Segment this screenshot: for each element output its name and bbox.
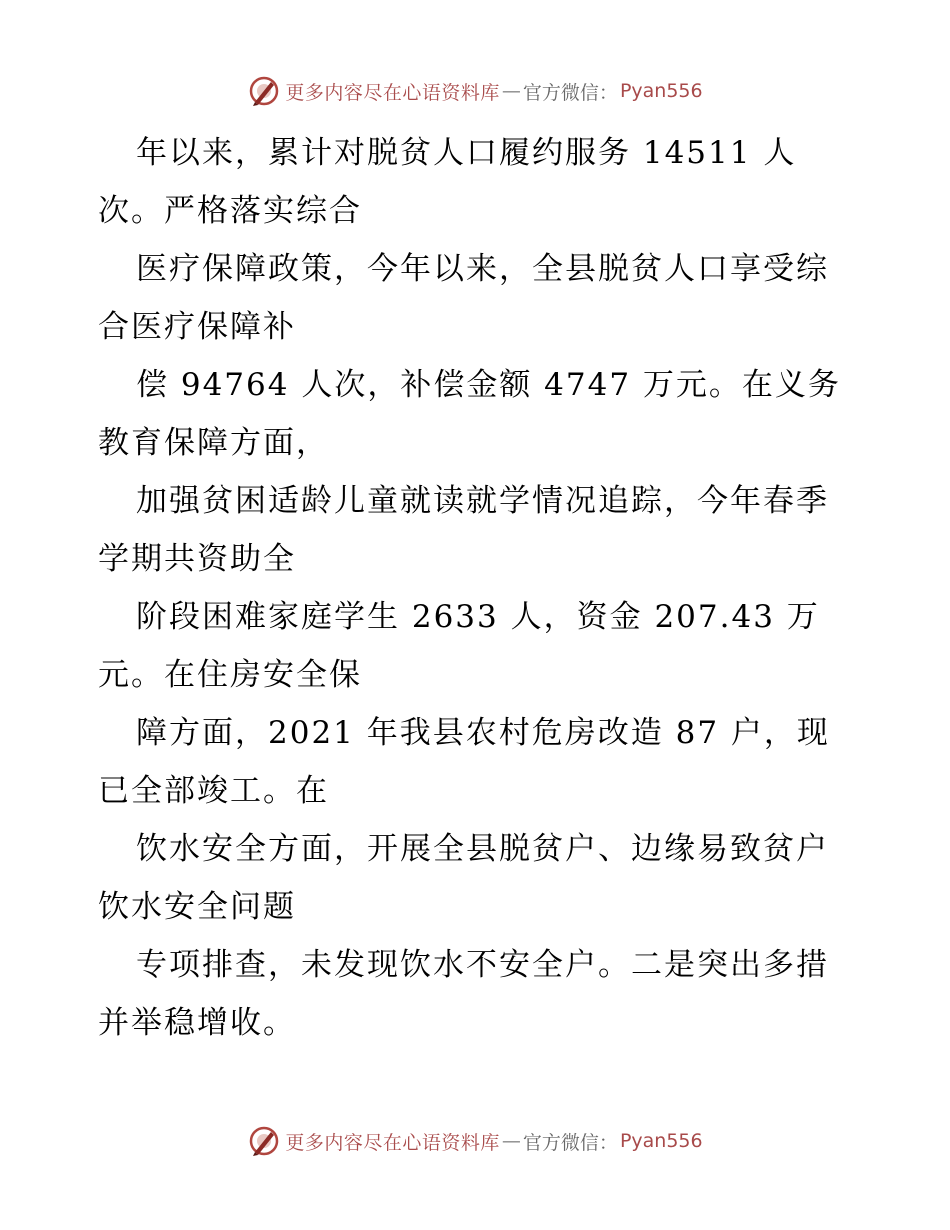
pen-logo-icon — [247, 74, 281, 108]
text-line: 饮水安全问题 — [98, 889, 296, 925]
text-line: 已全部竣工。在 — [98, 773, 329, 809]
text-line: 专项排查，未发现饮水不安全户。二是突出多措 — [136, 947, 829, 983]
watermark-separator: — — [501, 80, 521, 102]
watermark-sub-text: 官方微信： — [522, 1131, 618, 1154]
text-line: 障方面，2021 年我县农村危房改造 87 户，现 — [136, 715, 830, 751]
watermark-main-text: 更多内容尽在心语资料库 — [285, 1131, 500, 1154]
text-line: 元。在住房安全保 — [98, 657, 362, 693]
text-line: 学期共资助全 — [98, 541, 296, 577]
watermark-footer — [0, 1121, 950, 1161]
watermark-id: Pyan556 — [619, 1130, 703, 1152]
text-line: 偿 94764 人次，补偿金额 4747 万元。在义务 — [136, 367, 841, 403]
watermark-id: Pyan556 — [619, 80, 703, 102]
document-body — [98, 124, 858, 1052]
text-line: 次。严格落实综合 — [98, 193, 362, 229]
watermark-header — [0, 71, 950, 111]
text-line: 医疗保障政策，今年以来，全县脱贫人口享受综 — [136, 251, 829, 287]
watermark-main-text: 更多内容尽在心语资料库 — [285, 81, 500, 104]
watermark-sub-text: 官方微信： — [522, 81, 618, 104]
text-line: 饮水安全方面，开展全县脱贫户、边缘易致贫户 — [136, 831, 829, 867]
pen-logo-icon — [247, 1124, 281, 1158]
text-line: 并举稳增收。 — [98, 1005, 296, 1041]
text-line: 年以来，累计对脱贫人口履约服务 14511 人 — [136, 135, 797, 171]
text-line: 教育保障方面， — [98, 425, 329, 461]
text-line: 阶段困难家庭学生 2633 人，资金 207.43 万 — [136, 599, 820, 635]
watermark-separator: — — [501, 1130, 521, 1152]
text-line: 合医疗保障补 — [98, 309, 296, 345]
text-line: 加强贫困适龄儿童就读就学情况追踪，今年春季 — [136, 483, 829, 519]
